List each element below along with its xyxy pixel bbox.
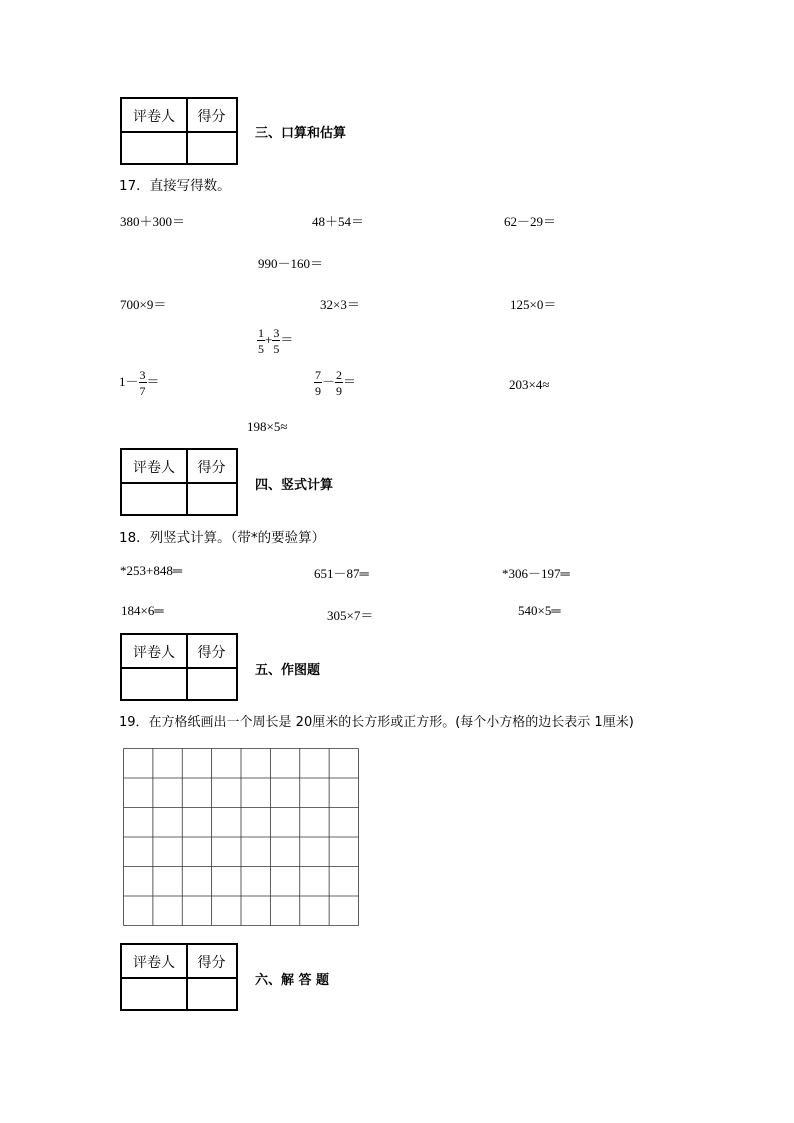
fraction: [257, 327, 265, 355]
denominator: 5: [273, 342, 280, 356]
expression: *253+848═: [120, 563, 183, 578]
question-18: 18．列竖式计算。（带*的要验算）: [119, 530, 326, 546]
operator: －: [322, 373, 336, 389]
denominator: 9: [336, 384, 343, 398]
equals: ＝: [280, 331, 294, 347]
numerator: 7: [315, 368, 321, 382]
grader-label: 评卷人: [133, 109, 175, 125]
operand: 1－: [119, 373, 139, 389]
numerator: 1: [258, 326, 264, 340]
score-box: [120, 97, 238, 165]
section-title: 三、口算和估算: [255, 126, 347, 141]
expression: 380＋300＝: [120, 214, 186, 229]
score-box: [120, 943, 238, 1011]
grader-label: 评卷人: [133, 645, 175, 661]
expression: 62－29＝: [504, 214, 557, 229]
score-label: 得分: [197, 955, 226, 971]
numerator: 3: [139, 368, 146, 382]
expression: 540×5═: [518, 603, 561, 618]
operator: +: [265, 331, 273, 347]
fraction-expression: [119, 369, 160, 397]
score-label: 得分: [197, 645, 226, 661]
expression: 198×5≈: [247, 419, 288, 434]
score-label: 得分: [197, 109, 226, 125]
expression: 125×0＝: [510, 297, 557, 312]
equals: ＝: [343, 373, 357, 389]
equals: ＝: [146, 373, 160, 389]
numerator: 3: [273, 326, 280, 340]
numerator: 2: [336, 368, 343, 382]
expression: 48＋54＝: [312, 214, 365, 229]
expression: 32×3＝: [320, 297, 360, 312]
grader-label: 评卷人: [133, 955, 175, 971]
expression: 184×6═: [121, 603, 164, 618]
fraction-expression: [257, 327, 293, 355]
score-label: 得分: [197, 460, 226, 476]
score-box: [120, 448, 238, 516]
section-title: 五、作图题: [255, 663, 321, 678]
question-17: 17．直接写得数。: [119, 178, 231, 194]
denominator: 9: [315, 384, 321, 398]
section-title: 六、解 答 题: [255, 973, 330, 988]
score-box-divider: [122, 667, 236, 669]
expression: 203×4≈: [509, 377, 550, 392]
grader-label: 评卷人: [133, 460, 175, 476]
fraction: [335, 369, 343, 397]
denominator: 7: [139, 384, 146, 398]
section-title: 四、竖式计算: [255, 478, 334, 493]
question-19: 19．在方格纸画出一个周长是 20厘米的长方形或正方形。(每个小方格的边长表示 1厘米): [119, 715, 634, 730]
expression: 990－160＝: [258, 256, 324, 271]
score-box-divider: [122, 977, 236, 979]
score-box: [120, 633, 238, 701]
expression: 700×9＝: [120, 297, 167, 312]
score-box-divider: [122, 482, 236, 484]
score-box-divider: [122, 131, 236, 133]
denominator: 5: [258, 342, 264, 356]
fraction: [139, 369, 147, 397]
fraction: [314, 369, 322, 397]
expression: 651－87═: [314, 566, 369, 581]
expression: *306－197═: [502, 566, 570, 581]
graph-paper-grid[interactable]: [123, 748, 359, 926]
fraction-expression: [314, 369, 356, 397]
expression: 305×7＝: [327, 608, 374, 623]
